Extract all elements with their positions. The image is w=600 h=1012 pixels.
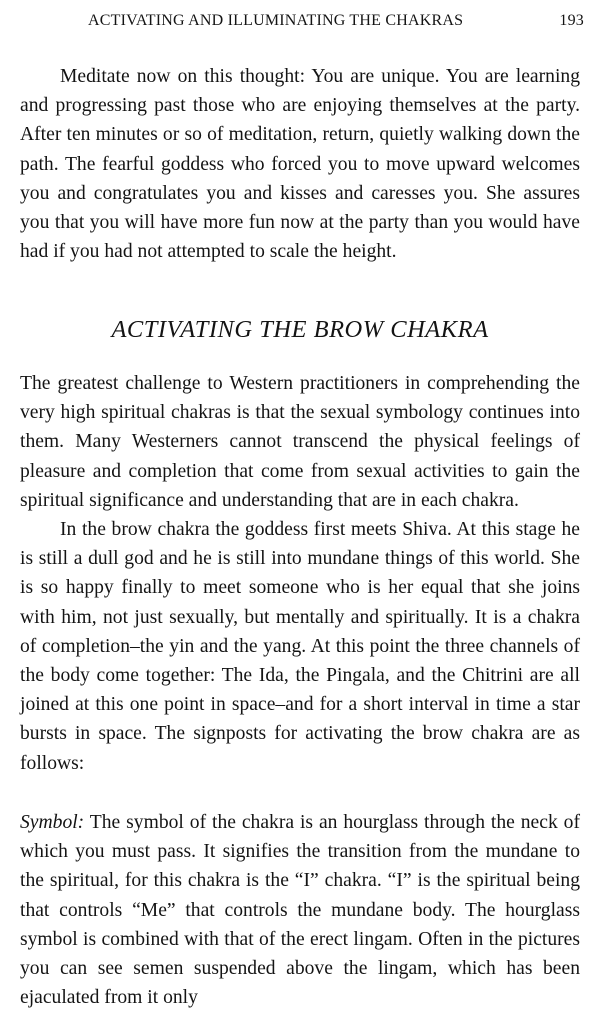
body-paragraph: The greatest challenge to Western practitioners in comprehending the very high spiritual chakras is that the sexual symbology continues into them. Many Westerners cannot transcend the physical feelings of pleasure and completion that come from sexual activities to gain the spiritual significance and understanding that are in each chakra.: [20, 373, 580, 511]
page-number: 193: [559, 12, 584, 29]
symbol-description: The symbol of the chakra is an hourglass through the neck of which you must pass. It signifies the transition from the mundane to the spiritual, for this chakra is the “I” chakra. “I” is the spiritual being that controls “Me” that controls the mundane body. The hourglass symbol is combined with that of the erect lingam. Often in the pictures you can see semen suspended above the lingam, which has been ejaculated from it only: [20, 812, 580, 1009]
running-header: [88, 12, 584, 38]
symbol-term: Symbol:: [20, 812, 85, 833]
running-header-title: ACTIVATING AND ILLUMINATING THE CHAKRAS: [88, 12, 464, 29]
section-heading: ACTIVATING THE BROW CHAKRA: [111, 316, 489, 343]
symbol-paragraph: [20, 808, 580, 1012]
intro-paragraph: Meditate now on this thought: You are unique. You are learning and progressing past those who are enjoying themselves at the party. After ten minutes or so of meditation, return, quietly walking down the path. The fearful goddess who forced you to move upward welcomes you and congratulates you and kisses and caresses you. She assures you that you will have more fun now at the party than you would have had if you had not attempted to scale the height.: [20, 66, 580, 263]
body-paragraph: In the brow chakra the goddess first meets Shiva. At this stage he is still a dull god and he is still into mundane things of this world. She is so happy finally to meet someone who is her equal that she joins with him, not just sexually, but mentally and spiritually. It is a chakra of completion–the yin and the yang. At this point the three channels of the body come together: The Ida, the Pingala, and the Chitrini are all joined at this one point in space–and for a short interval in time a star bursts in space. The signposts for activating the brow chakra are as follows:: [20, 519, 580, 774]
